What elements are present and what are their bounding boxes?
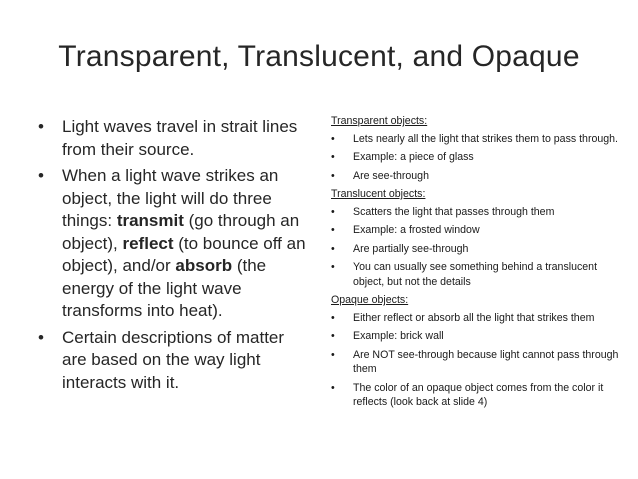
- list-item: • Are see-through: [331, 169, 429, 182]
- bullet-text: Light waves travel in strait lines from their source.: [62, 117, 298, 159]
- bullet-marker: •: [38, 166, 44, 185]
- bullet-item: [38, 116, 308, 161]
- list-item: • Example: a piece of glass: [331, 151, 474, 163]
- list-item: • You can usually see something behind a translucent object, but not the details: [331, 261, 598, 288]
- translucent-heading: Translucent objects:: [331, 188, 426, 200]
- right-details: [331, 112, 621, 414]
- bullet-item: [38, 165, 308, 323]
- list-item: • Example: brick wall: [331, 330, 444, 342]
- list-item: • Either reflect or absorb all the light that strikes them: [331, 311, 595, 324]
- transparent-heading: Transparent objects:: [331, 115, 428, 127]
- bullet-item: [38, 327, 308, 395]
- keyword-absorb: absorb: [175, 256, 233, 275]
- slide-title: Transparent, Translucent, and Opaque: [58, 40, 580, 73]
- bullet-marker: •: [38, 117, 44, 136]
- left-bullet-list: [38, 116, 308, 398]
- list-item: • Are partially see-through: [331, 242, 469, 255]
- keyword-transmit: transmit: [116, 211, 184, 230]
- bullet-marker: •: [38, 327, 44, 347]
- list-item: • Lets nearly all the light that strikes them to pass through.: [331, 132, 618, 145]
- list-item: • Are NOT see-through because light cannot pass through them: [331, 348, 619, 375]
- list-item: • Example: a frosted window: [331, 224, 480, 236]
- bullet-text: Certain descriptions of matter are based on the way light interacts with it.: [62, 327, 285, 392]
- list-item: • Scatters the light that passes through them: [331, 205, 555, 218]
- list-item: • The color of an opaque object comes from the color it reflects (look back at slide 4): [331, 381, 604, 408]
- opaque-heading: Opaque objects:: [331, 294, 409, 306]
- keyword-reflect: reflect: [122, 233, 174, 253]
- bullet-text: When a light wave strikes an object, the light will do three things: transmit (go through an object), reflect (to bounce off an object), and/or absorb (the energy of the light wave transforms into heat).: [62, 166, 306, 320]
